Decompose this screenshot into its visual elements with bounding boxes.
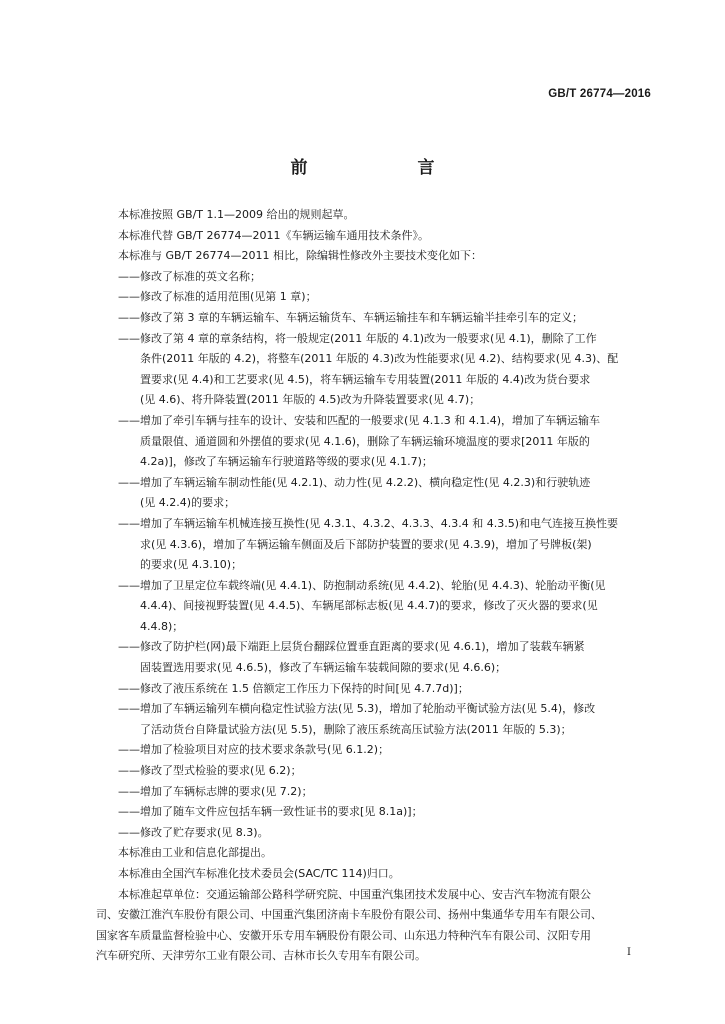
text-line: 司、安徽江淮汽车股份有限公司、中国重汽集团济南卡车股份有限公司、扬州中集通华专用车有限公司、 — [96, 908, 602, 922]
text-line: 4.2a)]，修改了车辆运输车行驶道路等级的要求(见 4.1.7)； — [96, 455, 433, 469]
text-line: (见 4.2.4)的要求； — [96, 496, 236, 510]
text-line: 置要求(见 4.4)和工艺要求(见 4.5)，将车辆运输车专用装置(2011 年版的 4.4)改为货台要求 — [96, 372, 591, 386]
standard-code: GB/T 26774—2016 — [548, 88, 651, 100]
text-line: 本标准由工业和信息化部提出。 — [96, 846, 272, 860]
text-line: 本标准起草单位：交通运输部公路科学研究院、中国重汽集团技术发展中心、安吉汽车物流有限公 — [96, 887, 591, 901]
text-line: 本标准由全国汽车标准化技术委员会(SAC/TC 114)归口。 — [96, 867, 400, 880]
text-line: ——修改了标准的适用范围(见第 1 章)； — [96, 290, 317, 304]
text-line: ——修改了防护栏(网)最下端距上层货台翻踩位置垂直距离的要求(见 4.6.1)，增加了装载车辆紧 — [96, 640, 585, 654]
text-line: (见 4.6)、将升降装置(2011 年版的 4.5)改为升降装置要求(见 4.7)； — [96, 393, 481, 407]
page-number: I — [627, 947, 631, 958]
text-line: ——修改了型式检验的要求(见 6.2)； — [96, 764, 302, 778]
text-line: 汽车研究所、天津劳尔工业有限公司、吉林市长久专用车有限公司。 — [96, 949, 426, 963]
text-line: ——修改了第 3 章的车辆运输车、车辆运输货车、车辆运输挂车和车辆运输半挂牵引车的定义； — [96, 310, 583, 324]
text-line: 质量限值、通道圆和外摆值的要求(见 4.1.6)，删除了车辆运输环境温度的要求[2011 年版的 — [96, 434, 590, 448]
text-line: ——修改了贮存要求(见 8.3)。 — [96, 825, 269, 839]
text-line: ——增加了车辆运输列车横向稳定性试验方法(见 5.3)，增加了轮胎动平衡试验方法(见 5.4)，修改 — [96, 702, 596, 716]
text-line: 国家客车质量监督检验中心、安徽开乐专用车辆股份有限公司、山东迅力特种汽车有限公司、汉阳专用 — [96, 928, 591, 942]
text-line: 了活动货台自降量试验方法(见 5.5)，删除了液压系统高压试验方法(2011 年版的 5.3)； — [96, 722, 572, 736]
text-line: ——修改了液压系统在 1.5 倍额定工作压力下保持的时间[见 4.7.7d)]； — [96, 681, 469, 695]
text-line: ——修改了标准的英文名称； — [96, 269, 261, 283]
text-line: 4.4.4)、间接视野装置(见 4.4.5)、车辆尾部标志板(见 4.4.7)的要求，修改了灭火器的要求(见 — [96, 599, 598, 613]
text-line: ——增加了牵引车辆与挂车的设计、安装和匹配的一般要求(见 4.1.3 和 4.1.4)，增加了车辆运输车 — [96, 413, 601, 427]
text-line: 的要求(见 4.3.10)； — [96, 558, 243, 572]
text-line: 固装置选用要求(见 4.6.5)，修改了车辆运输车装载间隙的要求(见 4.6.6)； — [96, 661, 507, 675]
text-line: ——增加了卫星定位车载终端(见 4.4.1)、防抱制动系统(见 4.4.2)、轮胎(见 4.4.3)、轮胎动平衡(见 — [96, 578, 606, 592]
foreword-body — [96, 205, 648, 967]
page-title: 前 言 — [290, 158, 487, 178]
text-line: ——增加了检验项目对应的技术要求条款号(见 6.1.2)； — [96, 743, 390, 757]
text-line: 4.4.8)； — [96, 619, 184, 633]
text-line: 本标准与 GB/T 26774—2011 相比，除编辑性修改外主要技术变化如下： — [96, 249, 482, 263]
text-line: ——增加了随车文件应包括车辆一致性证书的要求[见 8.1a)]； — [96, 805, 423, 819]
text-line: ——增加了车辆运输车制动性能(见 4.2.1)、动力性(见 4.2.2)、横向稳定性(见 4.2.3)和行驶轨迹 — [96, 475, 591, 489]
text-line: 条件(2011 年版的 4.2)，将整车(2011 年版的 4.3)改为性能要求(见 4.2)、结构要求(见 4.3)、配 — [96, 352, 619, 366]
text-line: ——修改了第 4 章的章条结构，将一般规定(2011 年版的 4.1)改为一般要求(见 4.1)，删除了工作 — [96, 331, 597, 345]
text-line: ——增加了车辆运输车机械连接互换性(见 4.3.1、4.3.2、4.3.3、4.3.4 和 4.3.5)和电气连接互换性要 — [96, 516, 619, 530]
text-line: 求(见 4.3.6)，增加了车辆运输车侧面及后下部防护装置的要求(见 4.3.9)，增加了号牌板(架) — [96, 537, 592, 551]
text-line: ——增加了车辆标志牌的要求(见 7.2)； — [96, 784, 313, 798]
text-line: 本标准按照 GB/T 1.1—2009 给出的规则起草。 — [96, 208, 355, 221]
text-line: 本标准代替 GB/T 26774—2011《车辆运输车通用技术条件》。 — [96, 228, 429, 242]
